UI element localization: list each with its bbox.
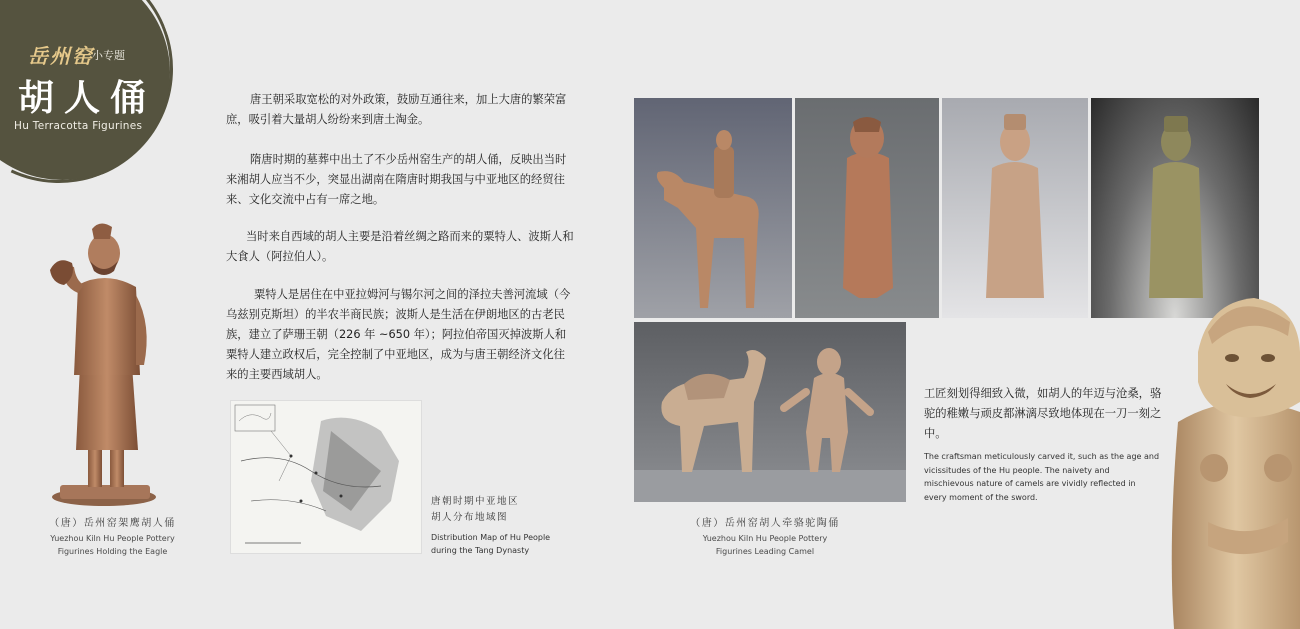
- map-caption: [431, 494, 550, 557]
- smiling-hu-figurine-image: [1168, 292, 1300, 629]
- map-caption-zh-1: 唐朝时期中亚地区: [431, 496, 520, 507]
- robed-official-figurine-photo: [942, 98, 1088, 318]
- eagle-caption-en-1: Yuezhou Kiln Hu People Pottery: [50, 534, 175, 543]
- map-caption-en-2: during the Tang Dynasty: [431, 546, 530, 555]
- camel-caption-en-2: Figurines Leading Camel: [715, 547, 815, 556]
- distribution-map-image: [230, 400, 422, 554]
- kiln-logo-text: 岳州窑: [28, 44, 94, 68]
- eagle-caption-zh: （唐）岳州窑架鹰胡人俑: [49, 518, 176, 529]
- page-title-english: Hu Terracotta Figurines: [14, 120, 143, 132]
- eagle-caption-en-2: Figurines Holding the Eagle: [57, 547, 168, 556]
- paragraph-3: 当时来自西域的胡人主要是沿着丝绸之路而来的粟特人、波斯人和大食人（阿拉伯人）。: [226, 230, 574, 263]
- paragraph-1: 唐王朝采取宽松的对外政策，鼓励互通往来，加上大唐的繁荣富庶，吸引着大量胡人纷纷来到唐土淘金。: [226, 93, 567, 126]
- camel-caption-zh: （唐）岳州窑胡人牵骆驼陶俑: [690, 518, 840, 529]
- green-glazed-figurine-photo: [1091, 98, 1259, 318]
- camel-figurine-caption: [650, 514, 880, 558]
- map-caption-zh-2: 胡人分布地域图: [431, 512, 509, 523]
- camel-caption-en-1: Yuezhou Kiln Hu People Pottery: [702, 534, 828, 543]
- standing-hu-figurine-photo: [795, 98, 939, 318]
- craftsmanship-text-en: The craftsman meticulously carved it, such as the age and vicissitudes of the Hu people. The naivety and mischievous nature of camels are vividly reflected in every moment of the sword.: [924, 452, 1160, 502]
- horse-rider-figurine-photo: [634, 98, 792, 318]
- page-title: 胡人俑: [18, 78, 157, 119]
- eagle-holder-figurine-image: [40, 215, 160, 510]
- eagle-figurine-caption: [40, 514, 185, 558]
- camel-and-groom-figurine-photo: [634, 322, 906, 502]
- craftsmanship-text-zh: 工匠刻划得细致入微，如胡人的年迈与沧桑，骆驼的稚嫩与顽皮都淋漓尽致地体现在一刀一刻之中。: [924, 387, 1162, 440]
- paragraph-4: 粟特人是居住在中亚拉姆河与锡尔河之间的泽拉夫善河流域（今乌兹别克斯坦）的半农半商民族；波斯人是生活在伊朗地区的古老民族，建立了萨珊王朝（226 年 ~650 年）；阿拉伯帝国灭掉波斯人和粟特人建立政权后，完全控制了中亚地区，成为与唐王朝经济文化往来的主要西域胡人。: [226, 288, 571, 381]
- paragraph-2: 隋唐时期的墓葬中出土了不少岳州窑生产的胡人俑，反映出当时来湘胡人应当不少，突显出湖南在隋唐时期我国与中亚地区的经贸往来、文化交流中占有一席之地。: [226, 153, 567, 206]
- map-caption-en-1: Distribution Map of Hu People: [431, 533, 551, 542]
- badge-subtitle: 小专题: [92, 49, 125, 62]
